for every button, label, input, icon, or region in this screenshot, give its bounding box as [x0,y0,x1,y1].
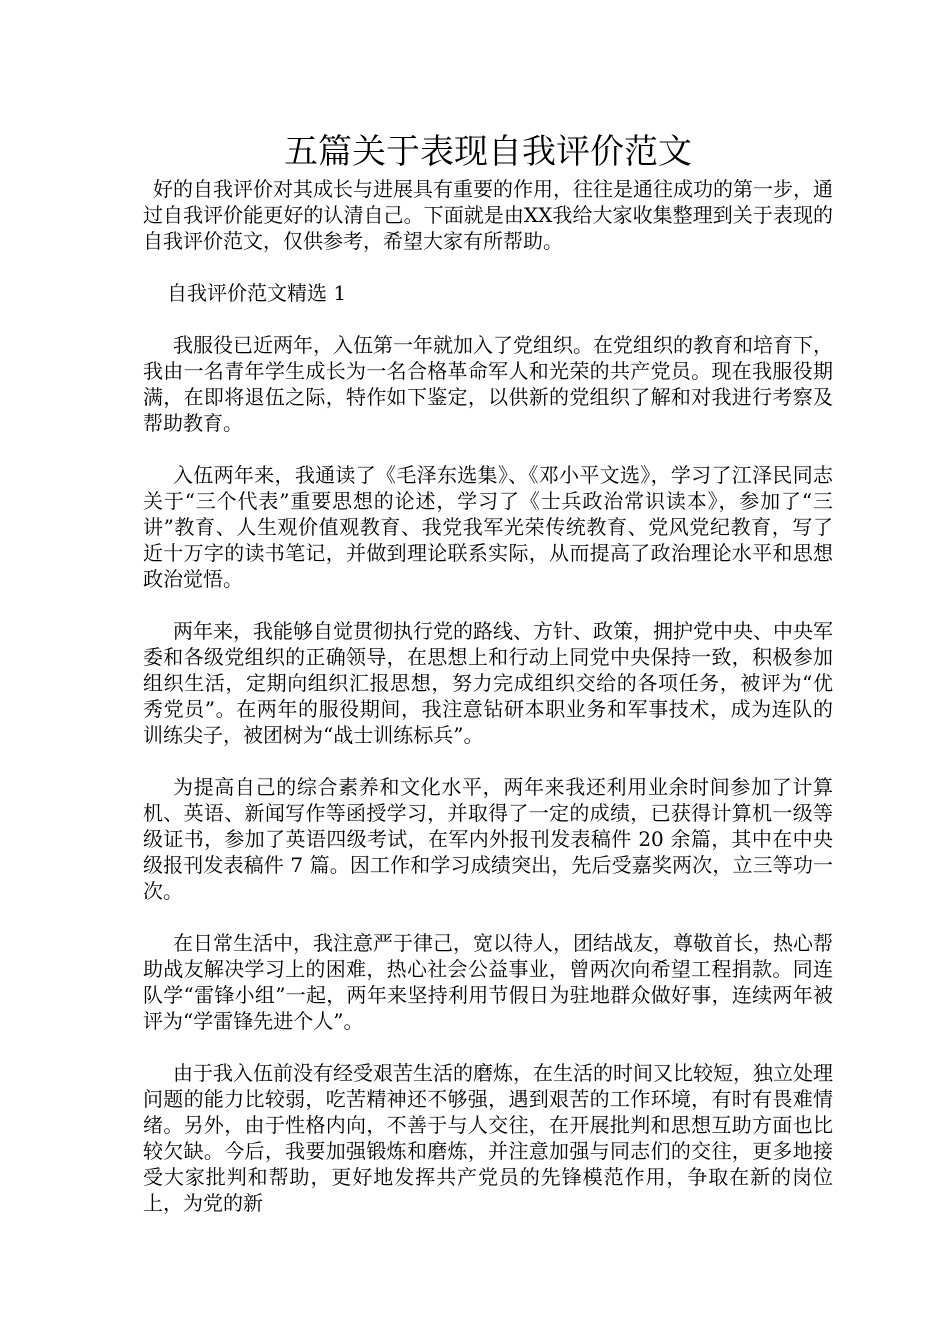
body-paragraph-1: 我服役已近两年，入伍第一年就加入了党组织。在党组织的教育和培育下，我由一名青年学生成长为一名合格革命军人和光荣的共产党员。现在我服役期满，在即将退伍之际，特作如下鉴定，以供新的党组织了解和对我进行考察及帮助教育。 [143,333,833,435]
body-paragraph-4: 为提高自己的综合素养和文化水平，两年来我还利用业余时间参加了计算机、英语、新闻写作等函授学习，并取得了一定的成绩，已获得计算机一级等级证书，参加了英语四级考试，在军内外报刊发表稿件 20 余篇，其中在中央级报刊发表稿件 7 篇。因工作和学习成绩突出，先后受嘉奖两次，立三等功一次。 [143,775,833,903]
paragraph-gap [143,748,833,774]
paragraph-gap [143,254,833,280]
paragraph-gap [143,904,833,930]
body-paragraph-2: 入伍两年来，我通读了《毛泽东选集》、《邓小平文选》，学习了江泽民同志关于“三个代表”重要思想的论述，学习了《士兵政治常识读本》，参加了“三讲”教育、人生观价值观教育、我党我军光荣传统教育、党风党纪教育，写了近十万字的读书笔记，并做到理论联系实际，从而提高了政治理论水平和思想政治觉悟。 [143,463,833,591]
document-title: 五篇关于表现自我评价范文 [284,132,692,172]
body-paragraph-6: 由于我入伍前没有经受艰苦生活的磨炼，在生活的时间又比较短，独立处理问题的能力比较弱，吃苦精神还不够强，遇到艰苦的工作环境，有时有畏难情绪。另外，由于性格内向，不善于与人交往，在开展批判和思想互助方面也比较欠缺。今后，我要加强锻炼和磨炼，并注意加强与同志们的交往，更多地接受大家批判和帮助，更好地发挥共产党员的先锋模范作用，争取在新的岗位上，为党的新 [143,1061,833,1215]
paragraph-gap [143,592,833,618]
body-paragraph-3: 两年来，我能够自觉贯彻执行党的路线、方针、政策，拥护党中央、中央军委和各级党组织的正确领导，在思想上和行动上同党中央保持一致，积极参加组织生活，定期向组织汇报思想，努力完成组织交给的各项任务，被评为“优秀党员”。在两年的服役期间，我注意钻研本职业务和军事技术，成为连队的训练尖子，被团树为“战士训练标兵”。 [143,619,833,747]
intro-paragraph: 好的自我评价对其成长与进展具有重要的作用，往往是通往成功的第一步，通过自我评价能更好的认清自己。下面就是由XX我给大家收集整理到关于表现的自我评价范文，仅供参考，希望大家有所帮助。 [143,177,833,253]
paragraph-gap [143,1034,833,1060]
paragraph-gap [143,436,833,462]
body-paragraph-5: 在日常生活中，我注意严于律己，宽以待人，团结战友，尊敬首长，热心帮助战友解决学习上的困难，热心社会公益事业，曾两次向希望工程捐款。同连队学“雷锋小组”一起，两年来坚持利用节假日为驻地群众做好事，连续两年被评为“学雷锋先进个人”。 [143,931,833,1033]
document-page [143,130,833,1216]
section-heading: 自我评价范文精选 1 [167,281,347,305]
paragraph-gap [143,306,833,332]
